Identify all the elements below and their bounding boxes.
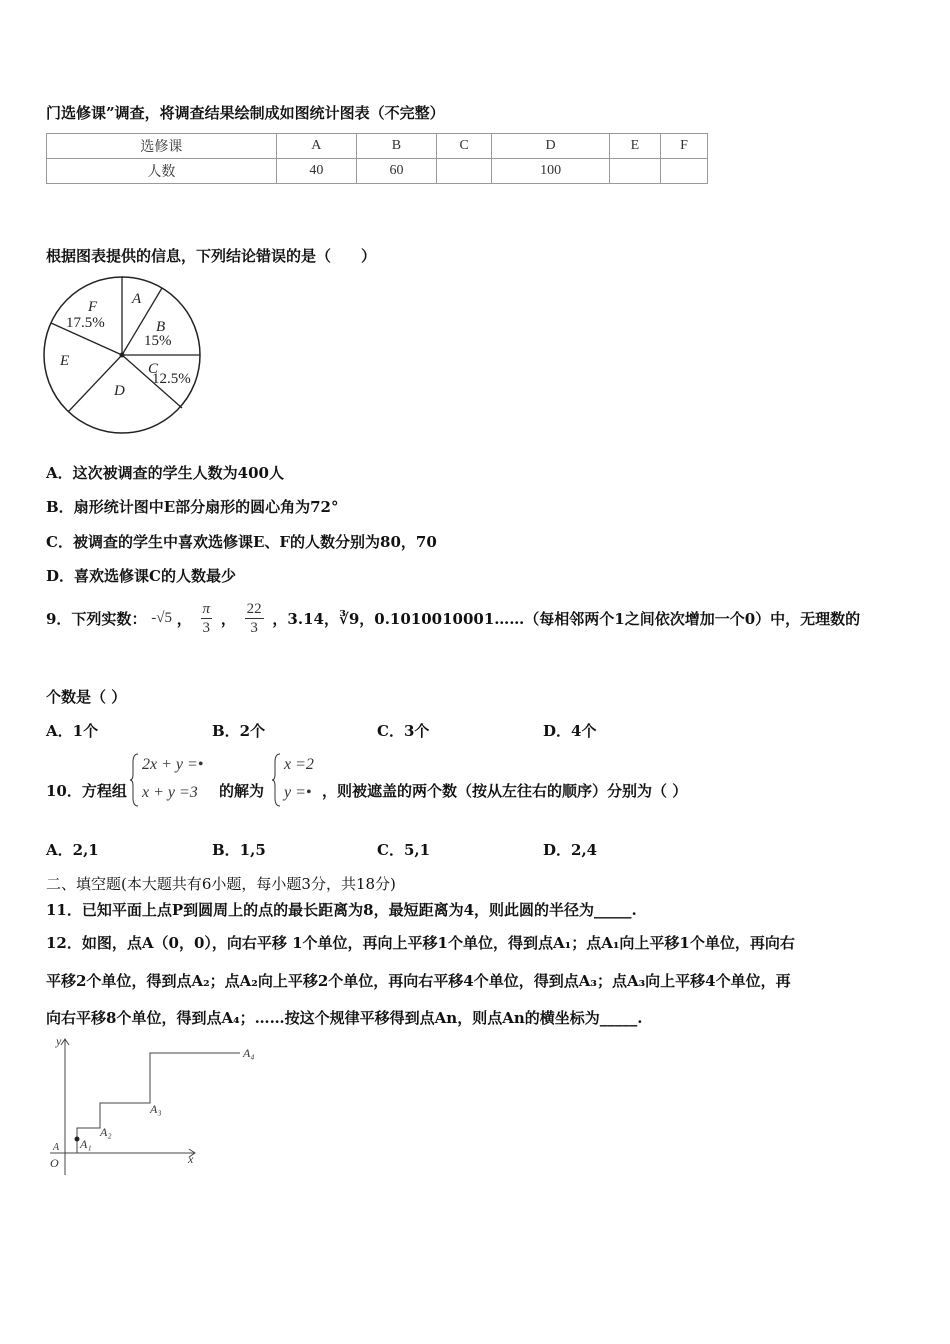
table-cell <box>660 159 707 184</box>
q10-option-d: D．2,4 <box>543 841 598 859</box>
q10-mid: 的解为 <box>219 782 265 800</box>
axis-label-y: y <box>56 1035 62 1048</box>
question-12-line1: 12．如图，点A（0，0），向右平移 1个单位，再向上平移1个单位，得到点A₁；点A₁向上平移1个单位，再向右 <box>46 934 795 952</box>
fraction-pi-over-3 <box>201 600 213 637</box>
fraction-22-over-3 <box>245 600 264 637</box>
table-cell: 40 <box>276 159 356 184</box>
q9-option-d: D．4个 <box>543 722 597 740</box>
axis-label-x: x <box>188 1152 194 1166</box>
frac-den: 3 <box>202 620 211 636</box>
pie-chart <box>40 275 210 435</box>
pie-label-d: D <box>114 383 125 399</box>
question-12-line3: 向右平移8个单位，得到点A₄；……按这个规律平移得到点An，则点An的横坐标为_____. <box>46 1009 643 1027</box>
pie-label-c: C <box>148 361 159 377</box>
brace-icon <box>272 752 282 808</box>
pie-label-b: B <box>156 319 166 335</box>
q9-rest: ，3.14，∛9，0.1010010001……（每相邻两个1之间依次增加一个0）中，无理数的 <box>272 610 861 628</box>
section-2-heading: 二、填空题(本大题共有6小题，每小题3分，共18分) <box>46 875 396 893</box>
q10-option-a: A．2,1 <box>46 841 99 859</box>
q9-option-c: C．3个 <box>377 722 430 740</box>
pie-label-f: F <box>88 299 98 315</box>
q10-eq1: 2x + y =• <box>142 756 204 773</box>
q10-option-b: B．1,5 <box>212 841 266 859</box>
q10-option-c: C．5,1 <box>377 841 431 859</box>
table-row <box>47 159 708 184</box>
origin-label: O <box>50 1156 59 1170</box>
point-a2-label: A₂ <box>100 1125 112 1139</box>
pie-percent-c: 12.5% <box>152 371 191 387</box>
option-key: C． <box>46 533 73 551</box>
question-8: 根据图表提供的信息，下列结论错误的是（ ） <box>46 247 377 265</box>
table-cell: F <box>660 134 707 159</box>
q10-suffix: ，则被遮盖的两个数（按从左往右的顺序）分别为（ ） <box>322 782 688 800</box>
table-cell: E <box>609 134 660 159</box>
point-a3-label: A₃ <box>150 1102 162 1116</box>
question-12-line2: 平移2个单位，得到点A₂；点A₂向上平移2个单位，再向右平移4个单位，得到点A₃；点A₃向上平移4个单位，再 <box>46 972 791 990</box>
table-cell: 60 <box>356 159 436 184</box>
q9-line2: 个数是（ ） <box>46 688 127 706</box>
q9-option-a: A．1个 <box>46 722 99 740</box>
q8-option-b <box>46 496 339 517</box>
option-text: 喜欢选修课C的人数最少 <box>74 567 236 585</box>
option-key: A． <box>46 464 73 482</box>
table-cell: D <box>492 134 610 159</box>
point-a4-label: A₄ <box>243 1046 255 1060</box>
table-cell: C <box>437 134 492 159</box>
q8-option-d <box>46 565 236 586</box>
frac-num: π <box>202 601 211 617</box>
frac-den: 3 <box>250 620 258 636</box>
q10-sol2: y =• <box>284 784 312 801</box>
table-cell: B <box>356 134 436 159</box>
stat-table <box>46 133 708 184</box>
step-graph <box>40 1035 265 1180</box>
table-cell: 人数 <box>47 159 277 184</box>
table-row <box>47 134 708 159</box>
table-cell: 100 <box>492 159 610 184</box>
question-11: 11．已知平面上点P到圆周上的点的最长距离为8，最短距离为4，则此圆的半径为_____. <box>46 901 637 919</box>
pie-percent-f: 17.5% <box>66 315 105 331</box>
point-a-label: A <box>53 1142 60 1153</box>
q10-sol1: x =2 <box>284 756 314 773</box>
option-text: 被调查的学生中喜欢选修课E、F的人数分别为80，70 <box>72 533 437 551</box>
q9-prefix: 9．下列实数： <box>46 610 147 628</box>
point-a1-label: A₁ <box>80 1137 92 1151</box>
table-cell <box>609 159 660 184</box>
q8-option-a <box>46 462 284 483</box>
q8-option-c <box>46 531 437 552</box>
pie-label-a: A <box>132 291 142 307</box>
q9-minus-sqrt5: -√5 <box>151 610 172 626</box>
table-cell: 选修课 <box>47 134 277 159</box>
question-9: 9．下列实数： -√5 ， $\frac{\pi}{3}$ ， $\frac{22}{3}$ ，3.14，∛9，0.1010010001……（每相邻两个1之间依次增加一个0）中，无理数的 <box>46 601 861 636</box>
option-key: D． <box>46 567 75 585</box>
pie-label-e: E <box>60 353 70 369</box>
table-cell: A <box>276 134 356 159</box>
q10-prefix: 10．方程组 <box>46 782 127 800</box>
option-text: 这次被调查的学生人数为400人 <box>72 464 284 482</box>
option-text: 扇形统计图中E部分扇形的圆心角为72° <box>73 498 339 516</box>
frac-num: 22 <box>246 601 262 617</box>
pie-percent-b: 15% <box>144 333 172 349</box>
intro-text: 门选修课”调查，将调查结果绘制成如图统计图表（不完整） <box>46 104 445 122</box>
q10-eq2: x + y =3 <box>142 784 198 801</box>
q9-option-b: B．2个 <box>212 722 266 740</box>
option-key: B． <box>46 498 74 516</box>
brace-icon <box>130 752 140 808</box>
table-cell <box>437 159 492 184</box>
